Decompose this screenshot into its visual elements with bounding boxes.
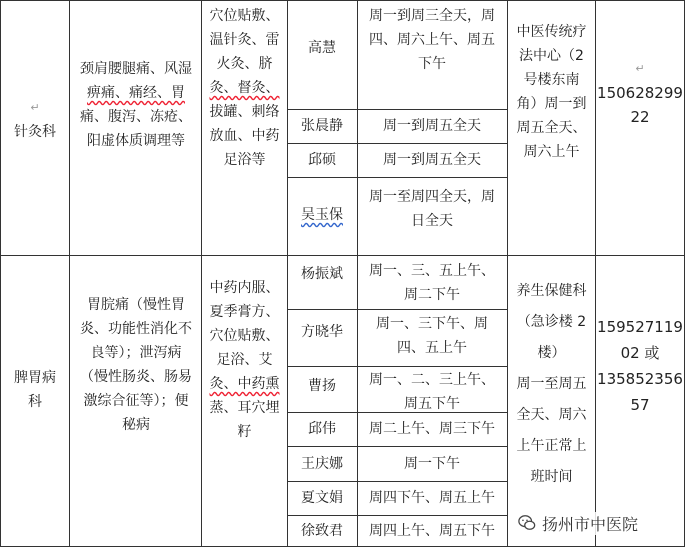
doctor-name: 王庆娜 <box>301 456 343 472</box>
dept-cell <box>2 366 68 414</box>
wechat-icon <box>518 514 536 532</box>
subrow-line <box>287 412 507 413</box>
subrow-line <box>287 143 507 144</box>
therapy-line: 灸、中药熏 <box>209 376 280 392</box>
doctor-time: 周一到周五全天 <box>383 152 481 168</box>
return-mark: ↵ <box>635 62 645 75</box>
doctor-time: 周一到周三全天，周 四、周六上午、周五 下午 <box>369 8 495 72</box>
therapy-line: 蒸、耳穴埋 <box>209 400 280 416</box>
col-divider <box>507 0 508 547</box>
therapy-line: 温针灸、雷 <box>209 32 280 48</box>
therapy-line: 足浴、艾 <box>216 352 273 368</box>
doctor-time: 周一下午 <box>404 456 460 472</box>
return-mark: ↵ <box>30 101 40 114</box>
phone-line: 159527119 <box>597 318 683 336</box>
condition-line: 炎、功能性消化不 <box>80 321 192 337</box>
phone-line: 02 或 <box>620 344 660 362</box>
therapies-cell <box>203 276 286 444</box>
col-divider <box>201 0 202 547</box>
doctor-time: 周四上午、周五下午 <box>369 523 495 539</box>
border-left <box>0 0 1 547</box>
condition-line: 良等）；泄泻病 <box>90 345 182 361</box>
therapy-line: 中药内服、 <box>209 280 280 296</box>
subrow-line <box>287 515 507 516</box>
location-cell: 养生保健科 （急诊楼 2 楼） 周一至周五 全天、周六 上午正常上 班时间 <box>516 283 587 485</box>
therapy-line: 籽 <box>237 424 252 440</box>
condition-line: 秘病 <box>122 417 150 433</box>
phone-line: 57 <box>630 396 650 414</box>
phone-line: 150628299 <box>597 84 683 102</box>
col-divider <box>287 0 288 547</box>
doctor-time: 周四下午、周五上午 <box>369 490 495 506</box>
doctor-name: 邱硕 <box>308 152 336 168</box>
condition-line: 痛、腹泻、冻疮、 <box>80 109 192 125</box>
therapy-line: 夏季膏方、 <box>209 304 280 320</box>
therapy-line: 火灸、脐 <box>216 56 273 72</box>
condition-line: 激综合征等）；便 <box>83 393 189 409</box>
doctor-name: 方晓华 <box>301 324 343 340</box>
row-divider <box>0 255 685 256</box>
subrow-line <box>287 109 507 110</box>
therapy-line: 穴位贴敷、 <box>209 8 280 24</box>
location-cell: 中医传统疗 法中心（2 号楼东南 角）周一到 周五全天、 周六上午 <box>516 24 587 160</box>
dept-name: 脾胃病 <box>14 370 56 386</box>
phone-line: 22 <box>630 108 650 126</box>
therapies-cell <box>203 4 286 172</box>
doctor-name: 邱伟 <box>308 421 336 437</box>
doctor-time: 周一、三下午、周 四、五上午 <box>376 316 488 356</box>
condition-line: （慢性肠炎、肠易 <box>80 369 192 385</box>
watermark <box>518 510 683 536</box>
dept-cell <box>2 96 68 144</box>
col-divider <box>357 0 358 547</box>
doctor-name: 高慧 <box>308 40 336 56</box>
therapy-line: 拔罐、刺络 <box>209 104 280 120</box>
condition-line: 阳虚体质调理等 <box>87 133 185 149</box>
phone-cell <box>597 314 683 418</box>
therapy-line: 灸、督灸、 <box>209 80 280 96</box>
border-top <box>0 0 685 1</box>
doctor-name: 曹扬 <box>308 378 336 394</box>
subrow-line <box>287 366 507 367</box>
doctor-name: 张晨静 <box>301 118 343 134</box>
watermark-text: 扬州市中医院 <box>540 512 640 535</box>
doctor-time: 周一、三、五上午、 周二下午 <box>369 263 495 303</box>
subrow-line <box>287 481 507 482</box>
doctor-time: 周一至周四全天，周 日全天 <box>369 189 495 229</box>
border-bottom <box>0 546 685 547</box>
condition-line: 颈肩腰腿痛、风湿 <box>80 61 192 77</box>
subrow-line <box>287 446 507 447</box>
doctor-time: 周一、二、三上午、 周五下午 <box>369 372 495 412</box>
doctor-name: 吴玉保 <box>301 207 343 223</box>
phone-line: 135852356 <box>597 370 683 388</box>
dept-name: 科 <box>28 394 42 410</box>
condition-line: 痹痛、痛经、胃 <box>87 85 185 101</box>
doctor-time: 周一到周五全天 <box>383 118 481 134</box>
doctor-name: 杨振斌 <box>301 266 343 282</box>
phone-cell <box>597 57 683 129</box>
doctor-name: 夏文娟 <box>301 490 343 506</box>
dept-name: 针灸科 <box>14 124 56 140</box>
subrow-line <box>287 177 507 178</box>
doctor-time: 周二上午、周三下午 <box>369 421 495 437</box>
subrow-line <box>287 309 507 310</box>
therapy-line: 穴位贴敷、 <box>209 328 280 344</box>
condition-line: 胃脘痛（慢性胃 <box>87 297 185 313</box>
conditions-cell <box>72 57 200 153</box>
conditions-cell <box>72 293 200 437</box>
col-divider <box>595 0 596 547</box>
therapy-line: 放血、中药 <box>209 128 280 144</box>
therapy-line: 足浴等 <box>223 152 266 168</box>
doctor-name: 徐致君 <box>301 523 343 539</box>
col-divider <box>69 0 70 547</box>
